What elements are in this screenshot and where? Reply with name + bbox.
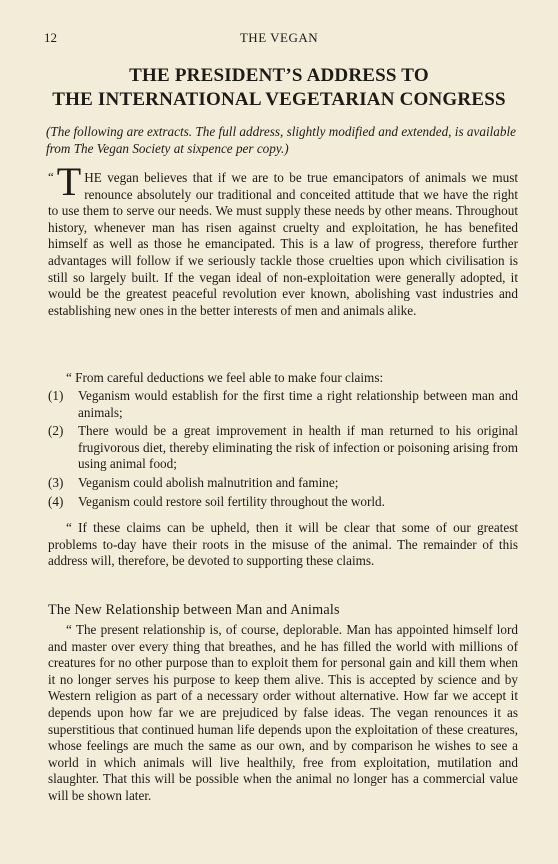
page-number: 12 <box>44 30 57 45</box>
section-heading: The New Relationship between Man and Animals <box>48 602 340 618</box>
claim-text: There would be a great improvement in health if man returned to his original frugivorous diet, thereby eliminating the risk of infection or poisoning arising from using animal food; <box>78 423 518 472</box>
paragraph-2: “ From careful deductions we feel able to make four claims: <box>66 370 384 385</box>
title-line-1: THE PRESIDENT’S ADDRESS TO <box>129 65 429 86</box>
claim-number: (3) <box>48 474 64 490</box>
claims-list <box>48 388 518 512</box>
paragraph-3: “ If these claims can be upheld, then it will be clear that some of our greatest problems to-day have their roots in the misuse of the animal. The remainder of this address will, therefore, be devoted to supporting these claims. <box>48 520 518 569</box>
claim-item <box>48 388 518 421</box>
opening-quote: “ <box>48 169 54 184</box>
claim-number: (4) <box>48 493 64 509</box>
claim-item <box>48 423 518 473</box>
claim-number: (1) <box>48 388 64 403</box>
paragraph-1 <box>48 159 518 319</box>
claim-text: Veganism would establish for the first time a right relationship between man and animals; <box>78 388 518 420</box>
running-head: THE VEGAN <box>239 30 319 45</box>
claim-text: Veganism could restore soil fertility throughout the world. <box>78 493 385 509</box>
page-header <box>44 30 514 48</box>
title-line-2: THE INTERNATIONAL VEGETARIAN CONGRESS <box>52 89 506 110</box>
paragraph-1-text: HE vegan believes that if we are to be true emancipators of animals we must renounce absolutely our traditional and conceited attitude that we have the right to use them to serve our needs. We must supply these needs by other means. Throughout history, whenever man has risen against cruelty and exploitation, he has benefited himself as well as those he emancipated. This is a law of progress, therefore further advantages will follow if we seriously tackle those cruelties upon which civilisation is still so largely built. If the vegan ideal of non-exploitation were generally adopted, it would be the greatest peaceful revolution ever known, abolishing vast industries and establishing new ones in the better interests of men and animals alike. <box>48 170 518 318</box>
article-title <box>34 64 524 112</box>
claim-item <box>48 475 518 492</box>
drop-cap-letter: T <box>56 159 82 204</box>
dropcap-block <box>48 159 82 204</box>
claim-number: (2) <box>48 423 64 439</box>
intro-note: (The following are extracts. The full address, slightly modified and extended, is available from The Vegan Society at sixpence per copy.) <box>46 124 516 156</box>
paragraph-4: “ The present relationship is, of course, deplorable. Man has appointed himself lord and master over every thing that breathes, and he has filled the world with millions of creatures for no other purpose than to exploit them for personal gain and kill them when it no longer serves his purpose to keep them alive. This is accepted by science and by Western religion as part of a necessary order without alternative. How far we accept it depends upon how far we are prejudiced by false ideas. The vegan renounces it as superstitious that continued human life depends upon the exploitation of these creatures, whose feelings are much the same as our own, and by comparison he wishes to see a world in which animals will live healthily, free from exploitation, mutilation and slaughter. That this will be possible when the animal no longer has a commercial value will be shown later. <box>48 622 518 803</box>
claim-text: Veganism could abolish malnutrition and famine; <box>78 474 339 490</box>
claim-item <box>48 494 518 511</box>
